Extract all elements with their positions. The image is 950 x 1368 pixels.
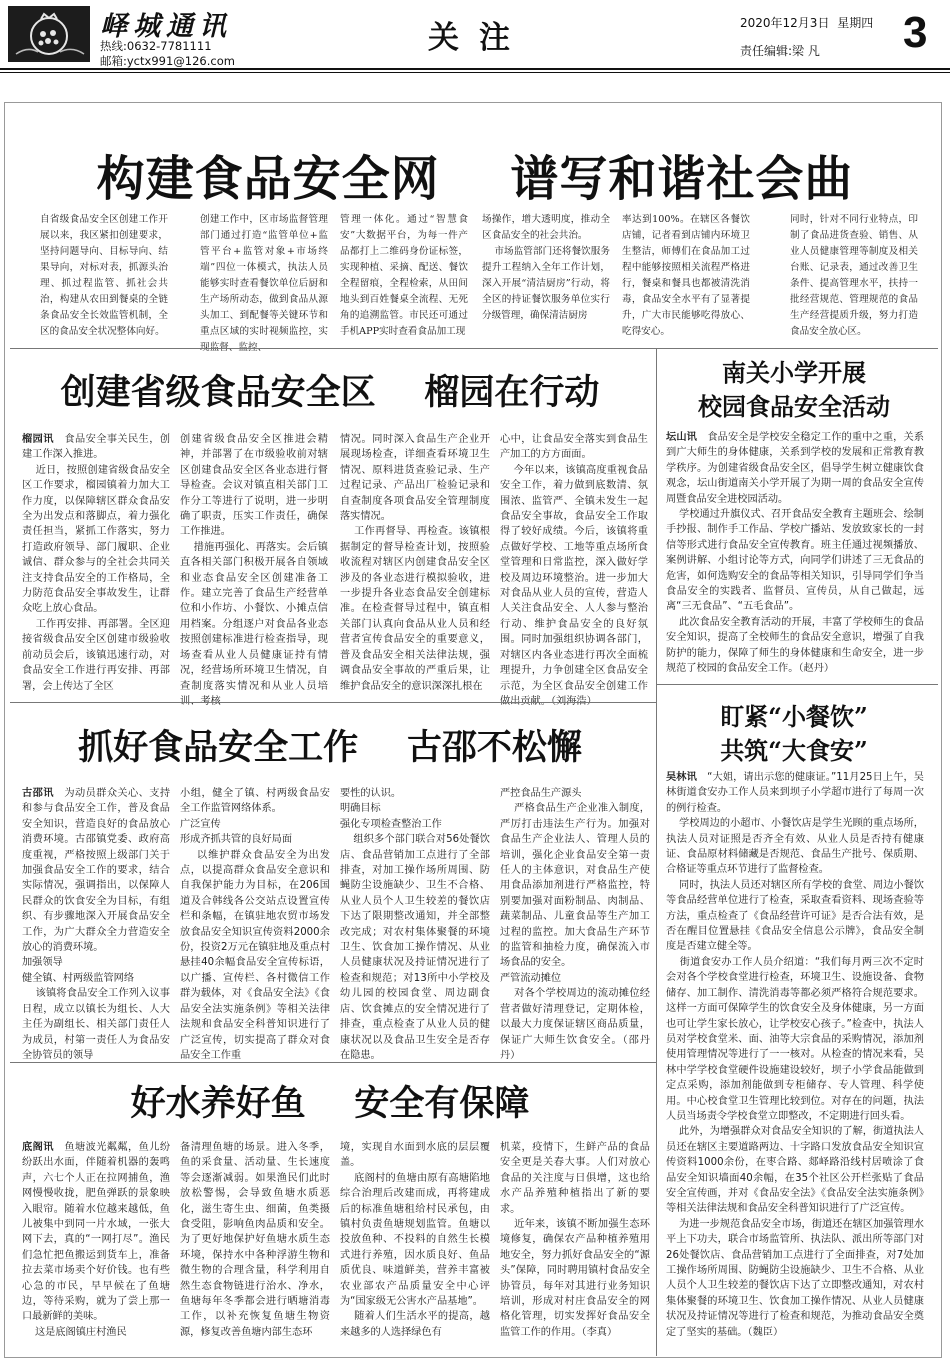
side1-text: 食品安全是学校安全稳定工作的重中之重，关系到广大师生的身体健康，关系到学校的发展和正常教育教学秩序。为创建省级食品安全区，倡导学生树立健康饮食观念，坛山街道南关小学开展了为期一周的食品安全宣传周暨食品安全进校园活动。 学校通过升旗仪式、召开食品安全教育主题班会、绘制手抄报、制作手工作品、学校广播站、发放致家长的一封信等形式进行食品安全宣传教育。班主任通过视频播放、案例讲解、小组讨论等方式，向同学们讲述了三无食品的危害，如何选购安全的食品等相关知识，引导同学们争当食品安全的实践者、监督员、宣传员，从自己做起，远离“三无食品”、“五毛食品”。 此次食品安全教育活动的开展，丰富了学校师生的食品安全知识，提高了全校师生的食品安全意识，增强了自我防护的能力，保障了师生的身体健康和生命安全，进一步规范了校园的食品安全工作。（赵丹） (666, 432, 925, 675)
page-number: 3 (903, 8, 928, 57)
section-divider (10, 1062, 656, 1063)
article3-byline: 底阁讯 (22, 1142, 54, 1153)
masthead (0, 0, 950, 72)
section-divider (10, 348, 938, 349)
side2-headline: 盯紧“小餐饮” 共筑“大食安” (720, 702, 868, 765)
intro-column: 同时，针对不同行业特点，印制了食品进货查验、销售、从业人员健康管理等制度及相关台账、记录表，通过改善卫生条件、提高管理水平，扶持一批经营规范、管理规范的食品生产经营提质升级，努力打造食品安全放心区。 (790, 214, 918, 337)
article1-column: 心中，让食品安全落实到食品生产加工的方方面面。 今年以来，该镇高度重视食品安全工作，着力做到底数清、氛围浓、监管严、全镇未发生一起食品安全事故，食品安全工作取得了较好成绩。今后，该镇将重点做好学校、工地等重点场所食堂管理和日常监控，深入做好学校及周边环境整治。进一步加大对食品从业人员的宣传，营造人人关注食品安全、人人参与整治行动、维护食品安全的良好氛围。同时加强组织协调各部门，对辖区内各业态进行再次全面梳理提升，力争创建全区食品安全示范，为全区食品安全创建工作 (500, 434, 648, 692)
section-divider (656, 684, 938, 685)
pomegranate-logo-icon (8, 6, 90, 62)
section-name: 关注 (428, 20, 530, 56)
article1-column: 创建省级食品安全区推进会精神，并部署了在市级验收前对辖区创建食品安全区各业态进行督导检查。会议对镇直相关部门工作分工等进行了说明，进一步明确了职责，压实工作责任，确保工作推进。 措施再强化、再落实。会后镇直各相关部门积极开展各自领域和业态食品安全区创建准备工作。建立完善了食品生产经营单位和小作坊、小餐饮、小摊点信用档案。分组逐户对食品各业态按照创建标准进行检查指导，现场查看从业人员健康证持有情况，经营场所环境卫生情况，自查制度落实情况和从业人员培 (180, 434, 328, 692)
article2-headline: 抓好食品安全工作 古邵不松懈 (78, 728, 582, 768)
hotline: 热线:0632-7781111 (100, 39, 212, 53)
article2-text: 为动员群众关心、支持和参与食品安全工作，普及食品安全知识，营造良好的食品放心消费环境。古邵镇党委、政府高度重视，严格按照上级部门关于加强食品安全工作的要求，结合实际情况，强调指出，以保障人民群众的饮食安全为目标，有组织、有步骤地深入开展食品安全工作，为广大群众全力营造安全放心的消费环境。 加强领导 健全镇、村两级监管网络 该镇将食品安全工作列入议事日程，成立以镇长为组长、人大主任为副组长、相关部门责任人为成员，村第一责任人为食品安全协管员的领导 (22, 788, 171, 1061)
article1-column (22, 432, 170, 692)
article2-column: 要性的认识。 明确目标 强化专项检查整治工作 组织多个部门联合对56处餐饮店、食品营销加工点进行了全部排查，对加工操作场所周围、防蝇防尘设施缺少、卫生不合格、从业人员个人卫生较差的餐饮店下达了限期整改通知，并全部整改完成；对农村集体聚餐的环境卫生、饮食加工操作情况、从业人员健康状况及持证情况进行了检查和规范；对13所中小学校及幼儿园的校园食堂、周边副食店、饮食摊点的安全情况进行了排查，重点检查了从业人员的健康状况以及食品卫生安全是否存在隐患。 (340, 788, 490, 1061)
masthead-rule (0, 68, 950, 70)
intro-column: 自省级食品安全区创建工作开展以来，我区紧扣创建要求，坚持问题导向、目标导向、结果导向，对标对表，抓源头治理、抓过程监管、抓社会共治，构建从农田到餐桌的全链条食品安全长效监管机制，全区的食品安全状况整体向好。 (40, 214, 168, 337)
side1-headline: 南关小学开展 校园食品安全活动 (698, 358, 890, 421)
article3-column: 备清理鱼塘的场景。进入冬季，鱼的采食量、活动量、生长速度等会逐渐减弱。如果渔民们此时放松警惕，会导致鱼塘水质恶化，滋生寄生虫、细菌，鱼类摄食受阻，影响鱼肉品质和安全。为了更好地保护好鱼塘水质生态环境，保持水中各种浮游生物和微生物的合理含量，科学利用自然生态食物链进行治水、净水，鱼塘每年冬季都会进行晒塘消毒工作，以补充恢复鱼塘生物资源，修复改善鱼塘内部生态环 (180, 1142, 330, 1338)
side2-byline: 吴林讯 (666, 772, 697, 783)
article1-headline: 创建省级食品安全区 榴园在行动 (60, 373, 600, 413)
article2-column: 严控食品生产源头 严格食品生产企业准入制度，严厉打击违法生产行为。加强对食品生产企业法人、管理人员的培训，强化企业食品安全第一责任人的主体意识，对食品生产使用食品添加剂进行严格监控，特别要加强对面粉制品、肉制品、蔬菜制品、儿童食品等生产加工过程的监控。加大食品生产环节的监管和抽检力度，确保流入市场食品的安全。 严管流动摊位 对各个学校周边的流动摊位经营者做好清理登记，定期体检，以最大力度保证辖区商品质量，保证广大师生饮食安全。（邵丹丹） (500, 788, 650, 1061)
email: 邮箱:yctx991@126.com (100, 54, 235, 68)
intro-column: 场操作，增大透明度，推动全区食品安全的社会共治。 市场监管部门还将餐饮服务提升工程纳入全年工作计划，深入开展“清洁厨房”行动，将全区的持证餐饮服务单位实行分级管理，确保清洁厨房 (482, 214, 611, 321)
column-divider (656, 348, 657, 1356)
intro-column: 管理一体化。通过“智慧食安”大数据平台，为每一件产品都打上二维码身份证标签，实现种植、采摘、配送、餐饮全程留痕，全程检索，从田间地头到百姓餐桌全流程、无死角的追溯监管。市民还可通过手机APP实时查看食品加工现 (340, 214, 468, 337)
article1-byline: 榴园讯 (22, 434, 54, 445)
section-divider (10, 702, 656, 703)
article3-column: 境，实现自水面到水底的层层覆盖。 底阁村的鱼塘由原有高塘陷地综合治理后改建而成，再将建成后的标准鱼塘租给村民承包，由镇村负责鱼塘规划监管。鱼塘以投放鱼种、不投料的自然生长模式进行养殖，因水质良好、鱼品质优良、味道鲜美，营养丰富被农业部农产品质量安全中心评为“国家级无公害水产品基地”。 随着人们生活水平的提高，越来越多的人选择绿色有 (340, 1142, 490, 1338)
responsible-editor: 责任编辑:梁 凡 (740, 44, 820, 58)
article3-text: 鱼塘波光粼粼，鱼儿纷纷跃出水面，伴随着机器的轰鸣声，六七个人正在拉网捕鱼，渔网慢慢收拢，肥鱼弹跃的景象映入眼帘。随着水位越来越低，鱼儿被集中到同一片水域，一张大网下去，真的“一网打尽”。渔民们急忙把鱼搬运到货车上，准备拉去菜市场卖个好价钱。也有些心急的市民，早早候在了鱼塘边，等待采购，就为了尝上那一口最新鲜的美味。 这是底阁镇庄村渔民 (22, 1142, 171, 1338)
article1-column: 情况。同时深入食品生产企业开展现场检查，详细查看环境卫生情况、原料进货查验记录、生产过程记录、产品出厂检验记录和自查制度各项食品安全管理制度落实情况。 工作再督导、再检查。该镇根据制定的督导检查计划，按照验收流程对辖区内创建食品安全区涉及的各业态进行模拟验收，进一步提升各业态食品安全创建标准。在检查督导过程中，镇直相关部门认真向食品从业人员和经营者宣传食品安全的重要意义，普及食品安全相关法律法规，强调食品安全事故的严重后果，让维护食品安全的意识深深扎根在 (340, 434, 490, 692)
article2-column: 小组，健全了镇、村两级食品安全工作监管网络体系。 广泛宣传 形成齐抓共管的良好局面 以维护群众食品安全为出发点，以提高群众食品安全意识和自我保护能力为目标，在206国道及合韩线各公交站点设置宣传栏和条幅，在镇驻地农贸市场发放食品安全知识宣传资料2000余份，投资2万元在镇驻地及重点村悬挂40余幅食品安全宣传标语，以广播、宣传栏、各村微信工作群为载体，对《食品安全法》《食品安全法实施条例》等相关法律法规和食品安全科普知识进行了广泛宣传，切实提高了群众对食品安全工作重 (180, 788, 330, 1061)
intro-column: 创建工作中，区市场监督管理部门通过打造“监管单位+监管平台+监管对象+市场终端”四位一体模式，执法人员能够实时查看餐饮单位后厨和生产场所动态，做到食品从源头加工、到配餐等关键环节和重点区域的实时视频监控，实 (200, 214, 328, 337)
article3-headline: 好水养好鱼 安全有保障 (130, 1084, 530, 1124)
article2-column (22, 786, 171, 1061)
article2-byline: 古邵讯 (22, 788, 54, 799)
side1-body (666, 430, 924, 676)
publication-date: 2020年12月3日 星期四 (740, 16, 874, 30)
side2-body (666, 770, 924, 1342)
article3-column (22, 1140, 170, 1350)
side1-byline: 坛山讯 (666, 432, 697, 443)
masthead-rule-thin (0, 72, 950, 73)
main-headline: 构建食品安全网 谱写和谐社会曲 (96, 151, 854, 207)
side2-text: “大姐，请出示您的健康证。”11月25日上午，吴林街道食安办工作人员来到坝子小学超市进行了每周一次的例行检查。 学校周边的小超市、小餐饮店是学生光顾的重点场所，执法人员对证照是否齐全有效、从业人员是否持有健康证、食品原材料储藏是否规范、食品生产批号、保质期、合格证等重点环节进行了监督检查。 同时，执法人员还对辖区所有学校的食堂、周边小餐饮等食品经营单位进行了检查，采取查看资料、现场查验等方法，重点检查了《食品经营许可证》是否合法有效，是否在醒目位置悬挂《食品安全信息公示牌》，食品安全制度是否建立健全等。 街道食安办工作人员介绍道：“我们每月两三次不定时会对各个学校食堂进行检查，环境卫生、设施设备、食物储存、加工制作、清洗消毒等都必须严格符合规范要求。这样一方面可保障学生的饮食安全及身体健康，另一方面也可让学生家长放心，让学校安心孩子。”检查中，执法人员对学校食堂米、面、油等大宗食品的采购情况，添加剂使用管理情况等进行了一一核对。从检查的情况来看，吴林中学学校食堂硬件设施建设较好，坝子小学食品能做到定点采购，添加剂能做到专柜储存、专人管理、科学使用。中心校食堂卫生管理比较到位。对存在的问题，执法人员当场责令学校食堂立即整改，不定期进行回头看。 此外，为增强群众对食品安全知识的了解，街道执法人员还在辖区主要道路两边、十字路口发放食品安全知识宣传资料1000余份，在枣合路、郯峄路沿线村居喷涂了食品安全知识墙面40余幅，在35个社区公开栏张贴了食品安全宣传画，并对《食品安全法》《食品安全法实施条例》等相关法律法规和食品安全科普知识进行了广泛宣传。 为进一步规范食品安全市场，街道还在辖区加强管理水平上下功夫，联合市场监管所、执法队、派出所等部门对26处餐饮店、食品营销加工点进行了全面排查，对7处加工操作场所周围、防蝇防尘设施缺少、卫生不合格、从业人员个人卫生较差的餐饮店下达了立即整改通知，对农村集体聚餐的环境卫生、饮食加工操作情况、从业人员健康状况及持证情况等进行了检查和规范，为推动食品安全奠定了坚实的基础。（魏臣） (666, 772, 924, 1338)
article3-column: 机菜，疫情下，生鲜产品的食品安全更是关春大事。人们对放心食品的关注度与日俱增，这也给水产品养殖种植指出了新的要求。 近年来，该镇不断加强生态环境修复，确保农产品种植养殖用地安全，努力抓好食品安全的“源头”保障，同时聘用镇村食品安全协管员，每年对其进行业务知识培训，形成对村庄食品安全的网格化管理，切实发挥好食品安全监管工作的作用。（李真） (500, 1142, 650, 1338)
paper-name: 峄城通讯 (100, 11, 232, 42)
article1-text: 食品安全事关民生，创建工作深入推进。 近日，按照创建省级食品安全区工作要求，榴园镇着力加大工作力度，以保障辖区群众食品安全为出发点和落脚点，着力强化责任担当，紧抓工作落实，努力打造政府领导、部门履职、企业诚信、群众参与的全社会共同关注支持食品安全的工作格局，全力防范食品安全事故发生，让群众吃上放心食品。 工作再安排、再部署。全区迎接省级食品安全区创建市级验收前动员会后，该镇迅速行动，对食品安全工作进行再安排、再部署，会上传达了全区 (22, 434, 171, 692)
intro-column: 率达到100%。在辖区各餐饮店铺，记者看到店铺内环境卫生整洁，师傅们在食品加工过程中能够按照相关流程严格进行，餐桌和餐具也都被清洗消毒，食品安全水平有了显著提升，广大市民能够吃得放心、吃得安心。 (622, 214, 750, 337)
